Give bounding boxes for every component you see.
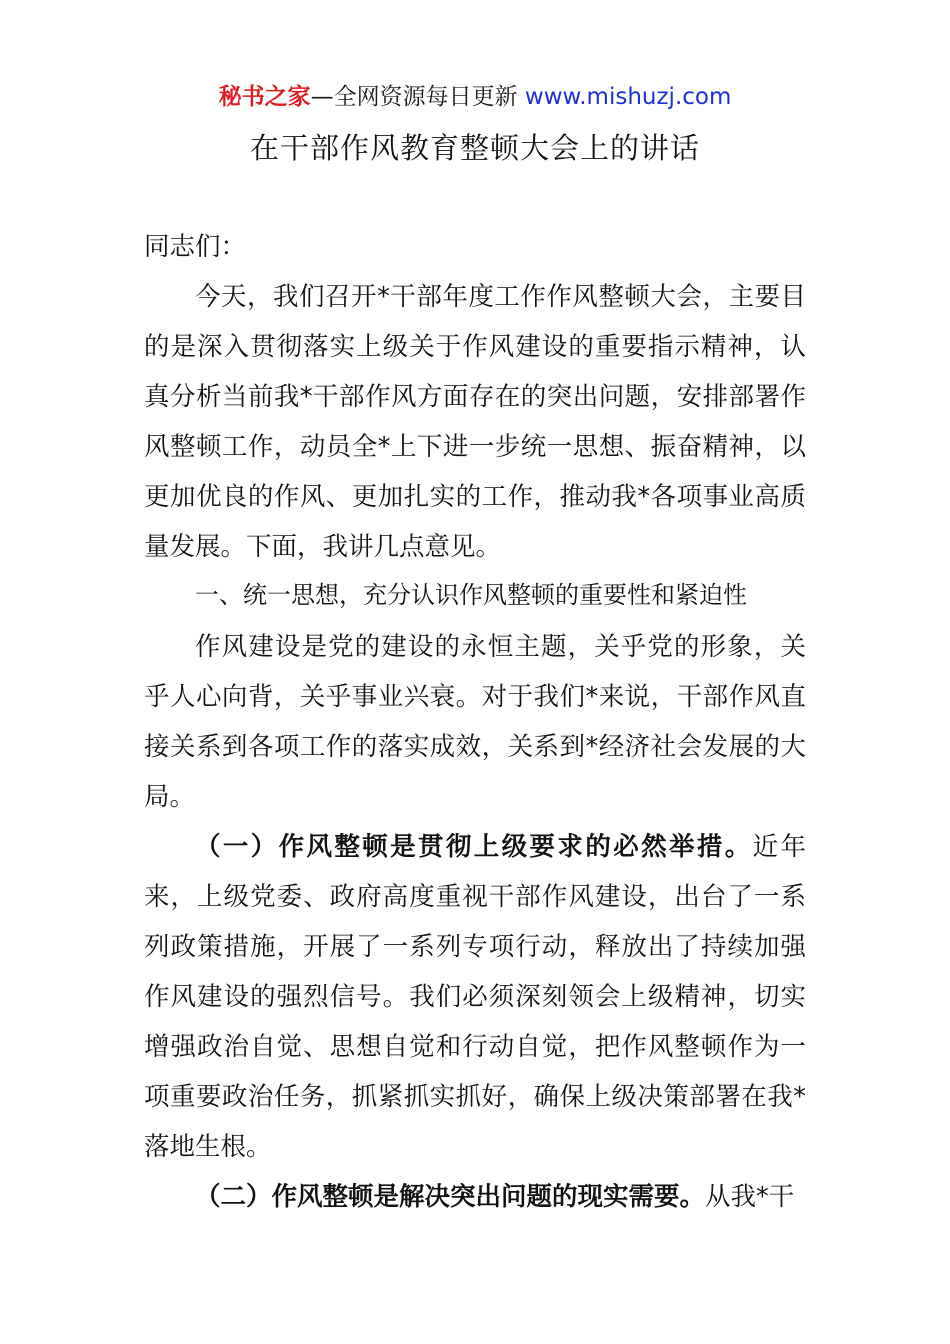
point-2-text: 从我*干 (705, 1182, 795, 1212)
document-title: 在干部作风教育整顿大会上的讲话 (249, 131, 700, 165)
point-2-lead: （二）作风整顿是解决突出问题的现实需要。 (195, 1182, 706, 1212)
site-header (0, 82, 950, 112)
point-1-lead: （一）作风整顿是贯彻上级要求的必然举措。 (195, 832, 753, 862)
paragraph-intro: 今天，我们召开*干部年度工作作风整顿大会，主要目的是深入贯彻落实上级关于作风建设的重要指示精神，认真分析当前我*干部作风方面存在的突出问题，安排部署作风整顿工作，动员全*上下进一步统一思想、振奋精神，以更加优良的作风、更加扎实的工作，推动我*各项事业高质量发展。下面，我讲几点意见。 (144, 282, 806, 562)
site-url-link[interactable]: www.mishuzj.com (524, 84, 732, 110)
brand-name: 秘书之家 (218, 84, 311, 110)
section-heading-1: 一、统一思想，充分认识作风整顿的重要性和紧迫性 (195, 581, 747, 609)
salutation: 同志们： (144, 232, 247, 262)
point-1-text: 近年来，上级党委、政府高度重视干部作风建设，出台了一系列政策措施，开展了一系列专项行动，释放出了持续加强作风建设的强烈信号。我们必须深刻领会上级精神，切实增强政治自觉、思想自觉和行动自觉，把作风整顿作为一项重要政治任务，抓紧抓实抓好，确保上级决策部署在我*落地生根。 (144, 832, 806, 1162)
paragraph-point-2 (144, 1172, 806, 1222)
document-body (144, 222, 806, 1222)
paragraph-point-1 (144, 822, 806, 1172)
header-tagline: —全网资源每日更新 (310, 84, 525, 110)
paragraph-section-1: 作风建设是党的建设的永恒主题，关乎党的形象，关乎人心向背，关乎事业兴衰。对于我们*来说，干部作风直接关系到各项工作的落实成效，关系到*经济社会发展的大局。 (144, 632, 806, 812)
